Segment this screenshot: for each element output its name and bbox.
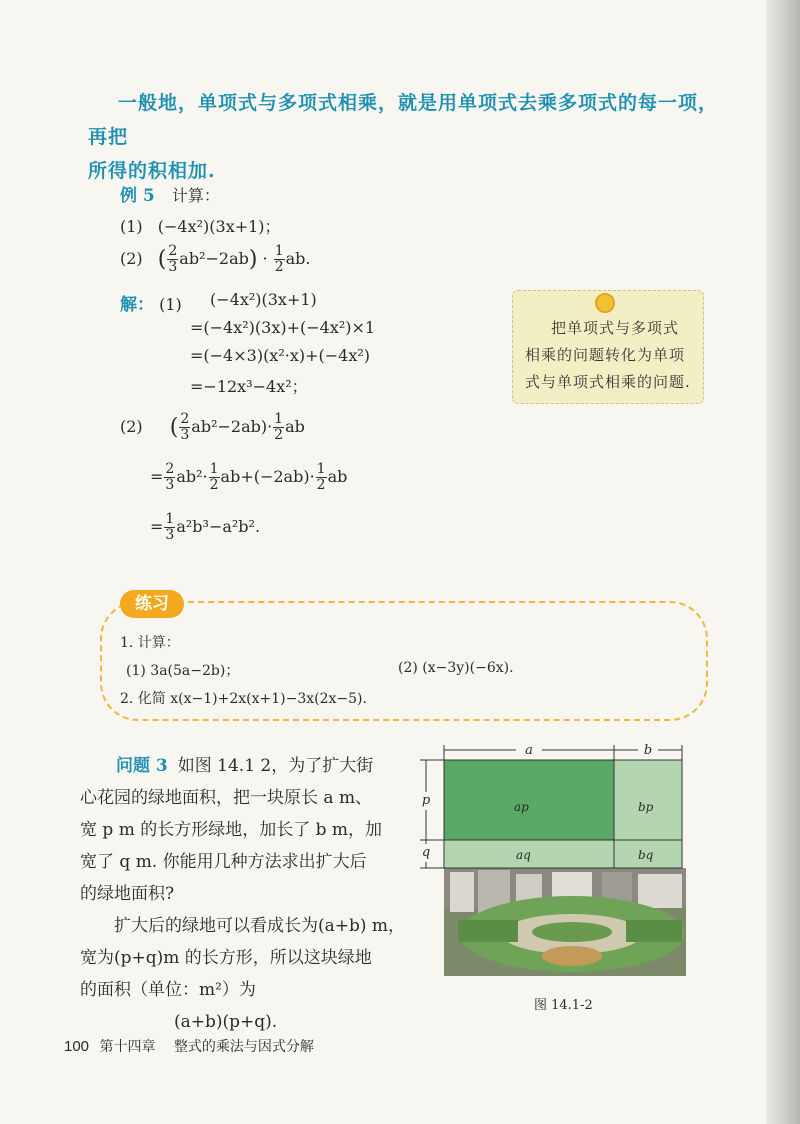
example-question-1 <box>120 214 281 237</box>
problem-line-7: 宽为(p+q)m 的长方形，所以这块绿地 <box>80 948 372 968</box>
solution-part-1-number: (1) <box>159 295 182 314</box>
solution-label: 解： <box>120 295 154 315</box>
example-question-2: (2) ( $\frac{2}{3}$ ab²−2ab) · $\frac{1}{2}$ ab. <box>120 243 311 275</box>
label-a: a <box>516 744 542 758</box>
question-2-middle: ab²−2ab <box>179 249 249 268</box>
fraction-two-thirds: $\frac{2}{3}$ <box>168 243 178 275</box>
label-bp: bp <box>638 800 654 814</box>
question-2-end: ab. <box>285 249 311 268</box>
practice-item-2: 2. 化简 x(x−1)+2x(x+1)−3x(2x−5). <box>120 691 367 707</box>
page-number: 100 <box>64 1038 90 1055</box>
practice-item-1a: (1) 3a(5a−2b)； <box>126 663 240 679</box>
solution-2-line-2: = $\frac{2}{3}$ ab²· $\frac{1}{2}$ ab+(−2ab)· $\frac{1}{2}$ ab <box>150 461 348 493</box>
problem-line-3: 宽 p m 的长方形绿地，加长了 b m，加 <box>80 820 383 840</box>
side-note-line-1: 把单项式与多项式 <box>551 319 680 337</box>
chapter-label: 第十四章 <box>99 1039 156 1055</box>
region-ap <box>444 760 614 840</box>
rule-paragraph <box>88 86 728 188</box>
solution-heading <box>120 290 182 315</box>
solution-2-line-1: (2) ( $\frac{2}{3}$ ab²−2ab)· $\frac{1}{2}$ ab <box>120 411 305 443</box>
question-1-number: (1) <box>120 217 143 236</box>
example-heading <box>120 181 220 206</box>
side-note-text <box>513 315 703 396</box>
lightbulb-icon <box>595 293 615 313</box>
problem-line-1: 如图 14.1 2，为了扩大街 <box>177 756 374 776</box>
problem-3-text <box>80 750 416 1038</box>
rule-line-1: 一般地，单项式与多项式相乘，就是用单项式去乘多项式的每一项，再把 <box>88 92 719 148</box>
side-note-line-2: 相乘的问题转化为单项 <box>525 346 686 364</box>
label-ap: ap <box>514 800 529 814</box>
chapter-title: 整式的乘法与因式分解 <box>173 1039 314 1055</box>
solution-1-line-1: (−4x²)(3x+1) <box>210 290 317 309</box>
problem-line-8: 的面积（单位：m²）为 <box>80 980 256 1000</box>
problem-line-4: 宽了 q m. 你能用几种方法求出扩大后 <box>80 852 367 872</box>
problem-line-2: 心花园的绿地面积，把一块原长 a m、 <box>80 788 373 808</box>
garden-figure-svg <box>412 744 692 984</box>
problem-3-label: 问题 3 <box>116 756 168 776</box>
label-b: b <box>638 744 658 758</box>
page-edge-shadow <box>766 0 800 1124</box>
label-p: p <box>418 792 434 810</box>
solution-1-line-4: =−12x³−4x²； <box>190 377 308 396</box>
question-1-expression: (−4x²)(3x+1)； <box>157 217 281 236</box>
example-prompt: 计算： <box>171 186 220 205</box>
side-note-box <box>512 290 704 404</box>
rule-line-2: 所得的积相加. <box>88 160 216 182</box>
figure-caption: 图 14.1-2 <box>534 998 593 1013</box>
question-2-number: (2) <box>120 249 143 268</box>
side-note-line-3: 式与单项式相乘的问题. <box>525 373 691 391</box>
solution-1-line-2: =(−4x²)(3x)+(−4x²)×1 <box>190 318 376 337</box>
figure-14-1-2 <box>412 744 692 984</box>
problem-line-9: (a+b)(p+q). <box>174 1012 278 1032</box>
page-footer <box>64 1036 314 1056</box>
solution-part-2-number: (2) <box>120 417 143 436</box>
problem-line-5: 的绿地面积? <box>80 884 175 904</box>
solution-1-line-3: =(−4×3)(x²·x)+(−4x²) <box>190 346 371 365</box>
practice-item-1b: (2) (x−3y)(−6x). <box>398 660 514 676</box>
solution-2-line-3: = $\frac{1}{3}$ a²b³−a²b². <box>150 511 261 543</box>
label-aq: aq <box>516 848 531 862</box>
practice-tag: 练习 <box>120 590 184 618</box>
solution-2-line-1-text: ab²−2ab)· <box>191 417 273 436</box>
example-label: 例 5 <box>120 186 155 206</box>
problem-line-6: 扩大后的绿地可以看成长为(a+b) m， <box>114 916 406 936</box>
label-q: q <box>418 844 434 862</box>
fraction-one-half: $\frac{1}{2}$ <box>274 243 284 275</box>
practice-item-1: 1. 计算： <box>120 635 180 651</box>
label-bq: bq <box>638 848 654 862</box>
